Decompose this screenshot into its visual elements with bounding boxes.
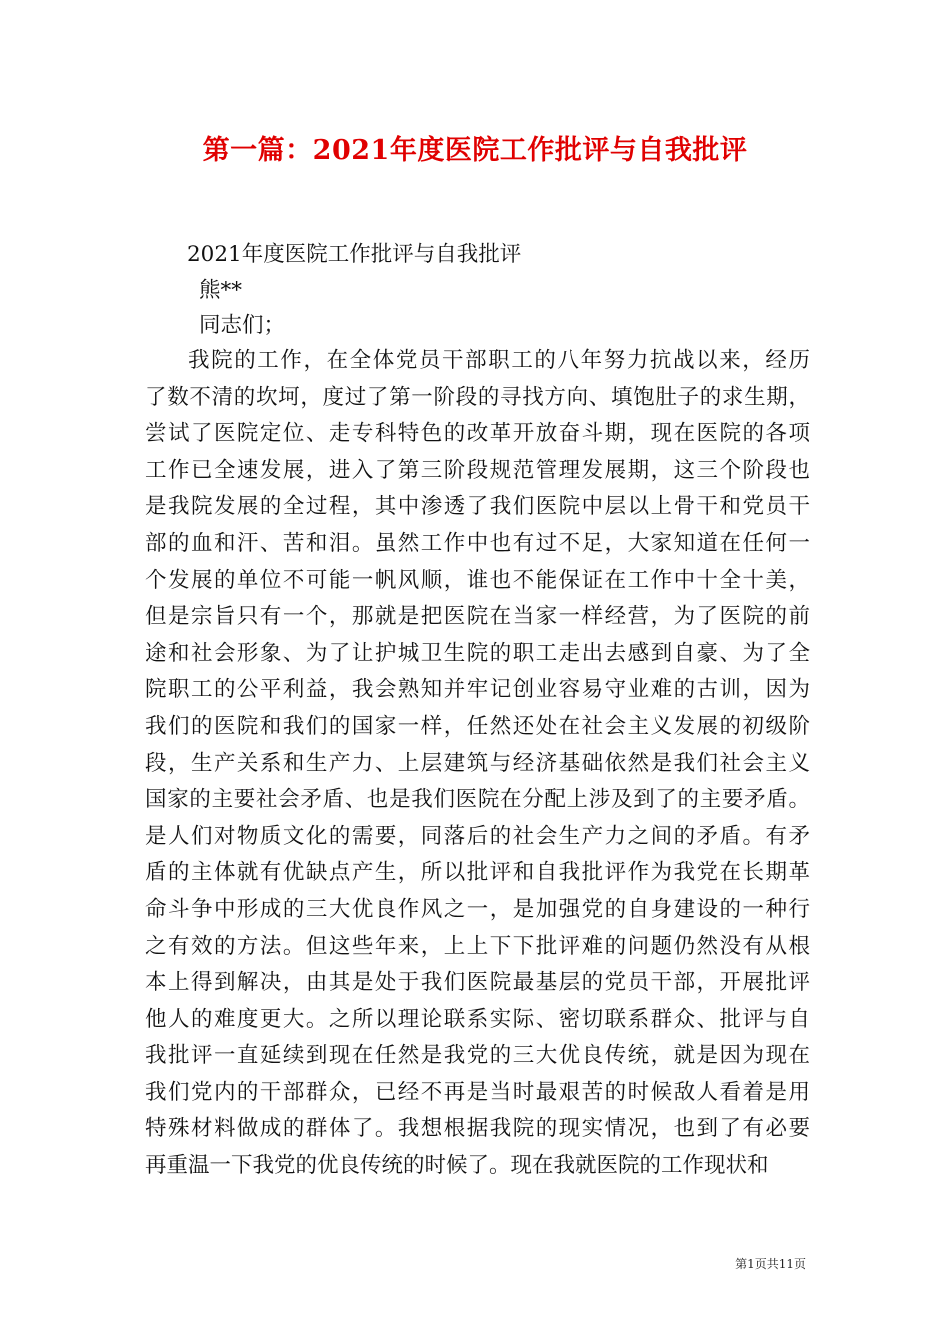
body-line: 院职工的公平利益，我会熟知并牢记创业容易守业难的古训，因为	[145, 677, 810, 703]
body-line: 部的血和汗、苦和泪。虽然工作中也有过不足，大家知道在任何一	[145, 530, 810, 556]
body-line: 途和社会形象、为了让护城卫生院的职工走出去感到自豪、为了全	[145, 640, 810, 666]
body-line: 命斗争中形成的三大优良作风之一，是加强党的自身建设的一种行	[145, 896, 810, 922]
body-line: 盾的主体就有优缺点产生，所以批评和自我批评作为我党在长期革	[145, 860, 810, 886]
body-line: 了数不清的坎坷，度过了第一阶段的寻找方向、填饱肚子的求生期，	[145, 384, 810, 410]
body-line: 他人的难度更大。之所以理论联系实际、密切联系群众、批评与自	[145, 1006, 810, 1032]
page-number-footer: 第1页共11页	[735, 1257, 806, 1271]
salutation: 同志们；	[199, 313, 286, 338]
body-line: 工作已全速发展，进入了第三阶段规范管理发展期，这三个阶段也	[145, 457, 810, 483]
body-line: 我批评一直延续到现在任然是我党的三大优良传统，就是因为现在	[145, 1043, 810, 1069]
document-subtitle: 2021年度医院工作批评与自我批评	[187, 242, 522, 267]
body-line: 之有效的方法。但这些年来，上上下下批评难的问题仍然没有从根	[145, 933, 810, 959]
body-line: 我们的医院和我们的国家一样，任然还处在社会主义发展的初级阶	[145, 713, 810, 739]
author-name: 熊**	[199, 278, 243, 303]
body-line: 特殊材料做成的群体了。我想根据我院的现实情况，也到了有必要	[145, 1116, 810, 1142]
body-line: 我院的工作，在全体党员干部职工的八年努力抗战以来，经历	[188, 348, 810, 373]
body-line: 再重温一下我党的优良传统的时候了。现在我就医院的工作现状和	[145, 1153, 769, 1179]
body-line: 但是宗旨只有一个，那就是把医院在当家一样经营，为了医院的前	[145, 604, 810, 630]
body-line: 个发展的单位不可能一帆风顺，谁也不能保证在工作中十全十美，	[145, 567, 810, 593]
body-line: 是人们对物质文化的需要，同落后的社会生产力之间的矛盾。有矛	[145, 823, 810, 849]
body-line: 我们党内的干部群众，已经不再是当时最艰苦的时候敌人看着是用	[145, 1079, 810, 1105]
body-line: 本上得到解决，由其是处于我们医院最基层的党员干部，开展批评	[145, 970, 810, 996]
document-title: 第一篇：2021年度医院工作批评与自我批评	[202, 135, 748, 166]
body-line: 国家的主要社会矛盾、也是我们医院在分配上涉及到了的主要矛盾。	[145, 787, 810, 813]
body-paragraph	[145, 343, 810, 1185]
body-line: 尝试了医院定位、走专科特色的改革开放奋斗期，现在医院的各项	[145, 421, 810, 447]
body-line: 是我院发展的全过程，其中渗透了我们医院中层以上骨干和党员干	[145, 494, 810, 520]
body-line: 段，生产关系和生产力、上层建筑与经济基础依然是我们社会主义	[145, 750, 810, 776]
